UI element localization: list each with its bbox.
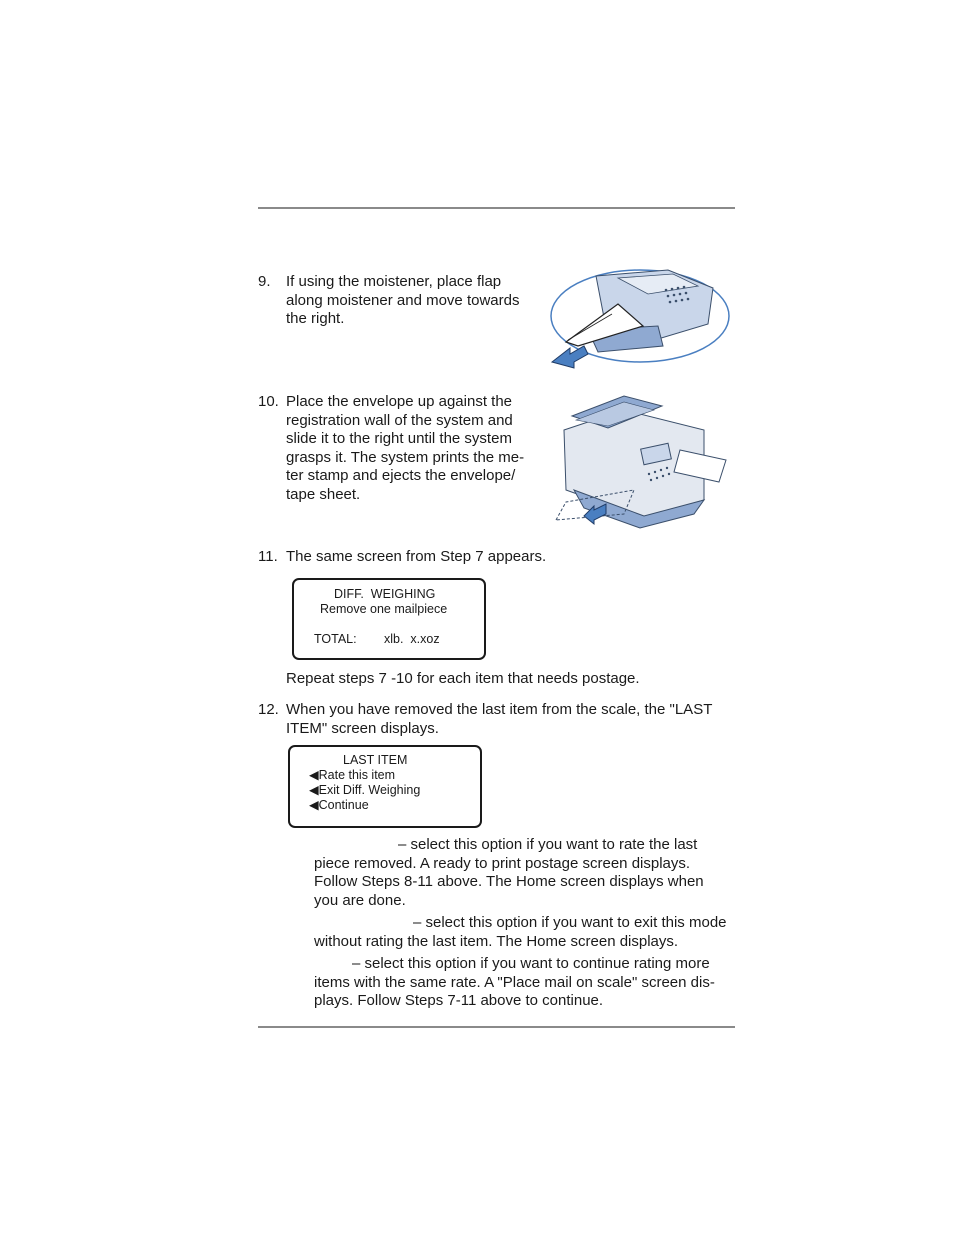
step-text: Place the envelope up against the registration wall of the system and slide it to the right until the system grasps it. The system prints the me- ter stamp and ejects the envelope/ tape sheet. (286, 393, 525, 503)
step-number: 11. (258, 548, 278, 565)
screen-title: LAST ITEM (343, 753, 408, 767)
step-number: 12. (258, 701, 279, 718)
option-continue[interactable]: ◀Continue (309, 798, 369, 812)
total-label: TOTAL: (314, 632, 357, 646)
last-item-screen (288, 745, 482, 828)
moistener-illustration (548, 266, 734, 372)
continue-option-description: – select this option if you want to continue rating more items with the same rate. A "Place mail on scale" screen dis- plays. Follow Steps 7-11 above to continue. (314, 955, 715, 1010)
step-number: 9. (258, 273, 271, 290)
screen-title: DIFF. WEIGHING (334, 587, 436, 601)
screen-message: Remove one mailpiece (320, 602, 448, 616)
top-rule (258, 207, 735, 209)
step-text: If using the moistener, place flap along moistener and move towards the right. (286, 273, 520, 328)
exit-option-description: – select this option if you want to exit this mode without rating the last item. The Home screen displays. (314, 914, 727, 950)
step-number: 10. (258, 393, 279, 410)
rate-option-description: – select this option if you want to rate the last piece removed. A ready to print postage screen displays. Follow Steps 8-11 above. The Home screen displays when you are done. (314, 836, 704, 909)
total-value: xlb. x.xoz (384, 632, 440, 646)
step-text: When you have removed the last item from the scale, the "LAST ITEM" screen displays. (286, 701, 713, 737)
step-text: The same screen from Step 7 appears. (286, 548, 547, 565)
option-exit-diff-weighing[interactable]: ◀Exit Diff. Weighing (309, 783, 421, 797)
bottom-rule (258, 1026, 735, 1028)
diff-weighing-screen (292, 578, 486, 660)
option-rate-this-item[interactable]: ◀Rate this item (309, 768, 396, 782)
envelope-feed-illustration (554, 390, 730, 536)
